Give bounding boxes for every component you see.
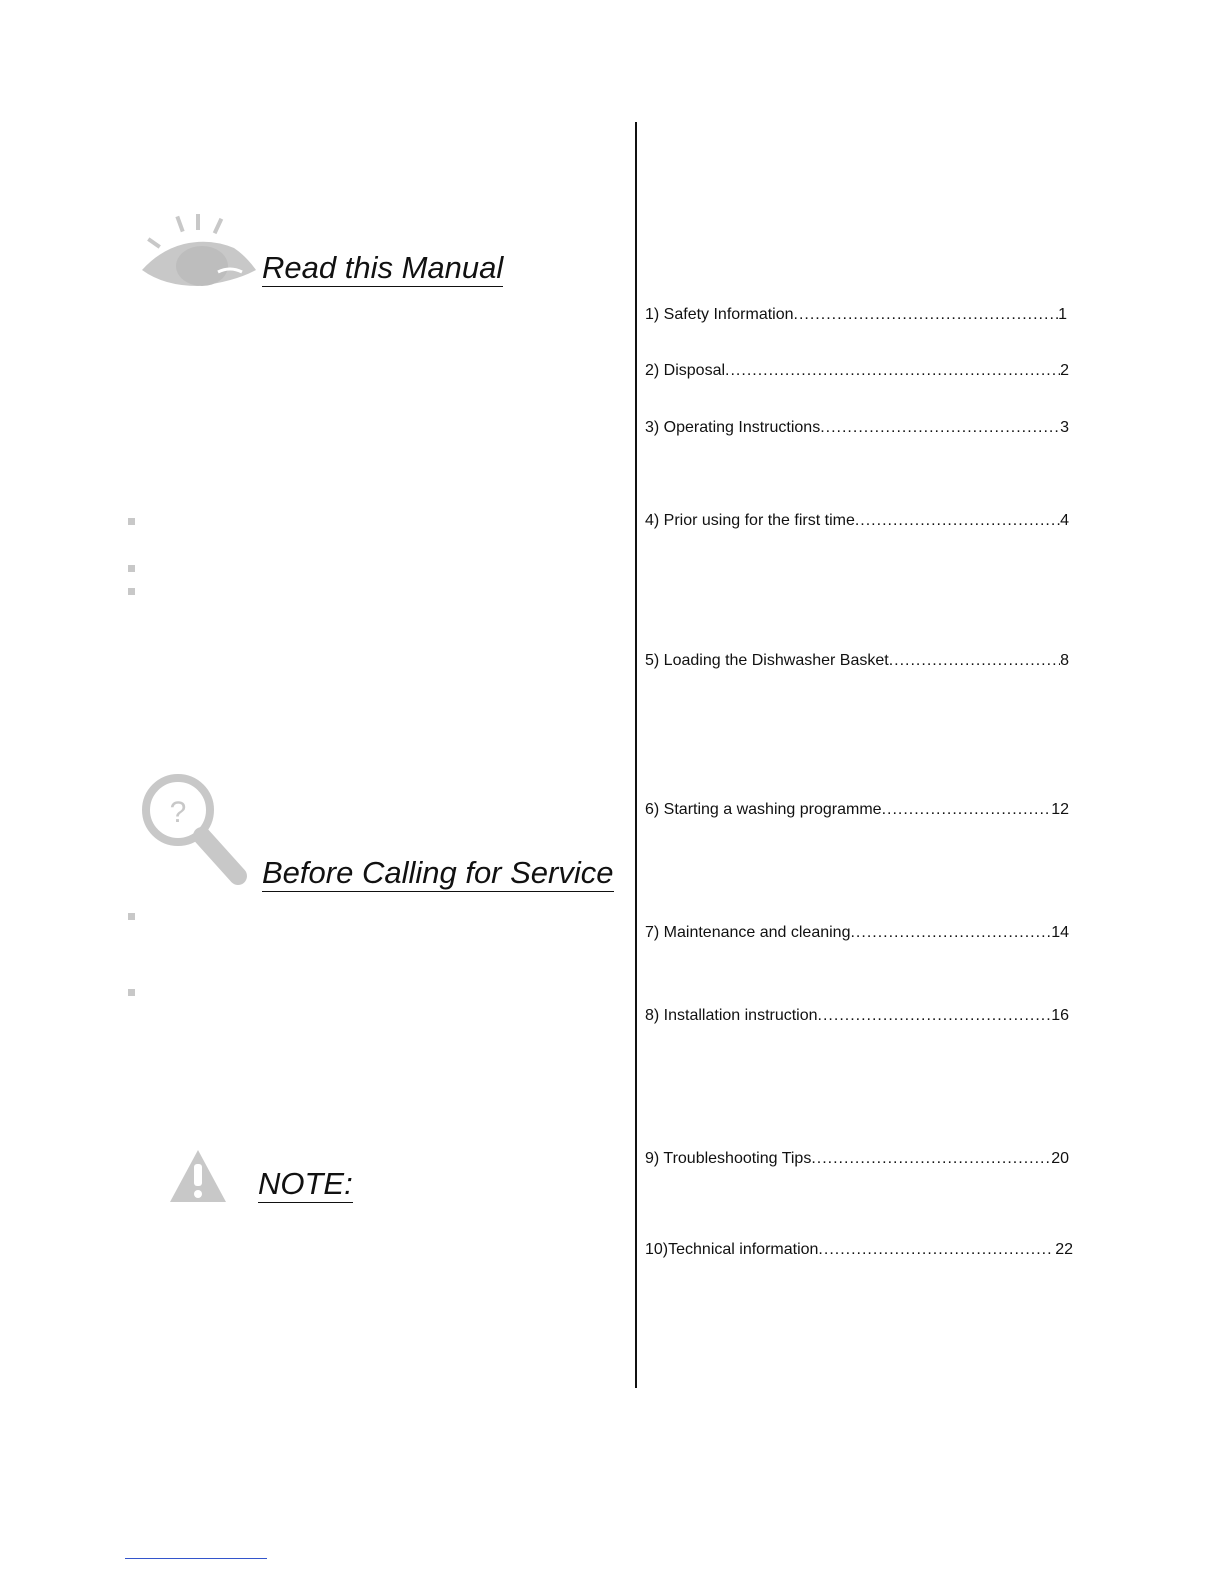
toc-item-prior-use[interactable]: [645, 511, 1069, 531]
toc-item-label: 3) Operating Instructions: [645, 419, 821, 436]
toc-item-label: 2) Disposal: [645, 362, 726, 379]
toc-leader-dots: [818, 1240, 1050, 1260]
toc-item-loading[interactable]: [645, 651, 1069, 671]
toc-item-label: 6) Starting a washing programme: [645, 801, 882, 818]
warning-triangle-icon: [168, 1148, 228, 1204]
toc-item-page: 14: [1051, 924, 1069, 941]
toc-item-washing[interactable]: [645, 800, 1069, 820]
bullet-marker: [128, 913, 135, 920]
toc-item-label: 5) Loading the Dishwasher Basket: [645, 652, 889, 669]
toc-item-label: 8) Installation instruction: [645, 1007, 818, 1024]
bullet-marker: [128, 565, 135, 572]
toc-item-label: 7) Maintenance and cleaning: [645, 924, 851, 941]
toc-leader-dots: [850, 923, 1051, 943]
bullet-marker: [128, 518, 135, 525]
toc-item-installation[interactable]: [645, 1006, 1069, 1026]
magnifier-question-icon: [140, 772, 252, 890]
toc-item-safety[interactable]: [645, 305, 1067, 325]
toc-item-page: 20: [1051, 1150, 1069, 1167]
toc-item-page: 8: [1060, 652, 1069, 669]
column-divider: [635, 122, 637, 1388]
toc-item-maintenance[interactable]: [645, 923, 1069, 943]
toc-item-troubleshooting[interactable]: [645, 1149, 1069, 1169]
toc-item-technical[interactable]: [645, 1240, 1073, 1260]
toc-leader-dots: [882, 800, 1052, 820]
toc-leader-dots: [811, 1149, 1051, 1169]
toc-leader-dots: [820, 418, 1060, 438]
toc-leader-dots: [794, 305, 1059, 325]
toc-item-page: 1: [1058, 306, 1067, 323]
bullet-marker: [128, 588, 135, 595]
toc-leader-dots: [855, 511, 1060, 531]
svg-text:?: ?: [169, 796, 187, 829]
bullet-marker: [128, 989, 135, 996]
toc-item-page: 4: [1060, 512, 1069, 529]
read-manual-heading: Read this Manual: [262, 250, 504, 285]
toc-item-page: 3: [1060, 419, 1069, 436]
toc-item-page: 16: [1051, 1007, 1069, 1024]
toc-item-label: 1) Safety Information: [645, 306, 794, 323]
before-service-heading: Before Calling for Service: [262, 855, 614, 890]
toc-leader-dots: [889, 651, 1060, 671]
toc-leader-dots: [725, 361, 1060, 381]
toc-leader-dots: [818, 1006, 1052, 1026]
toc-item-operating[interactable]: [645, 418, 1069, 438]
toc-item-label: 4) Prior using for the first time: [645, 512, 855, 529]
note-heading: NOTE:: [258, 1166, 353, 1201]
toc-item-page: 12: [1051, 801, 1069, 818]
toc-item-page: 2: [1060, 362, 1069, 379]
footer-rule: [125, 1558, 267, 1559]
toc-item-label: 10)Technical information: [645, 1241, 819, 1258]
toc-item-page: 22: [1050, 1241, 1073, 1258]
eye-icon: [138, 214, 258, 290]
toc-item-label: 9) Troubleshooting Tips: [645, 1150, 812, 1167]
toc-item-disposal[interactable]: [645, 361, 1069, 381]
